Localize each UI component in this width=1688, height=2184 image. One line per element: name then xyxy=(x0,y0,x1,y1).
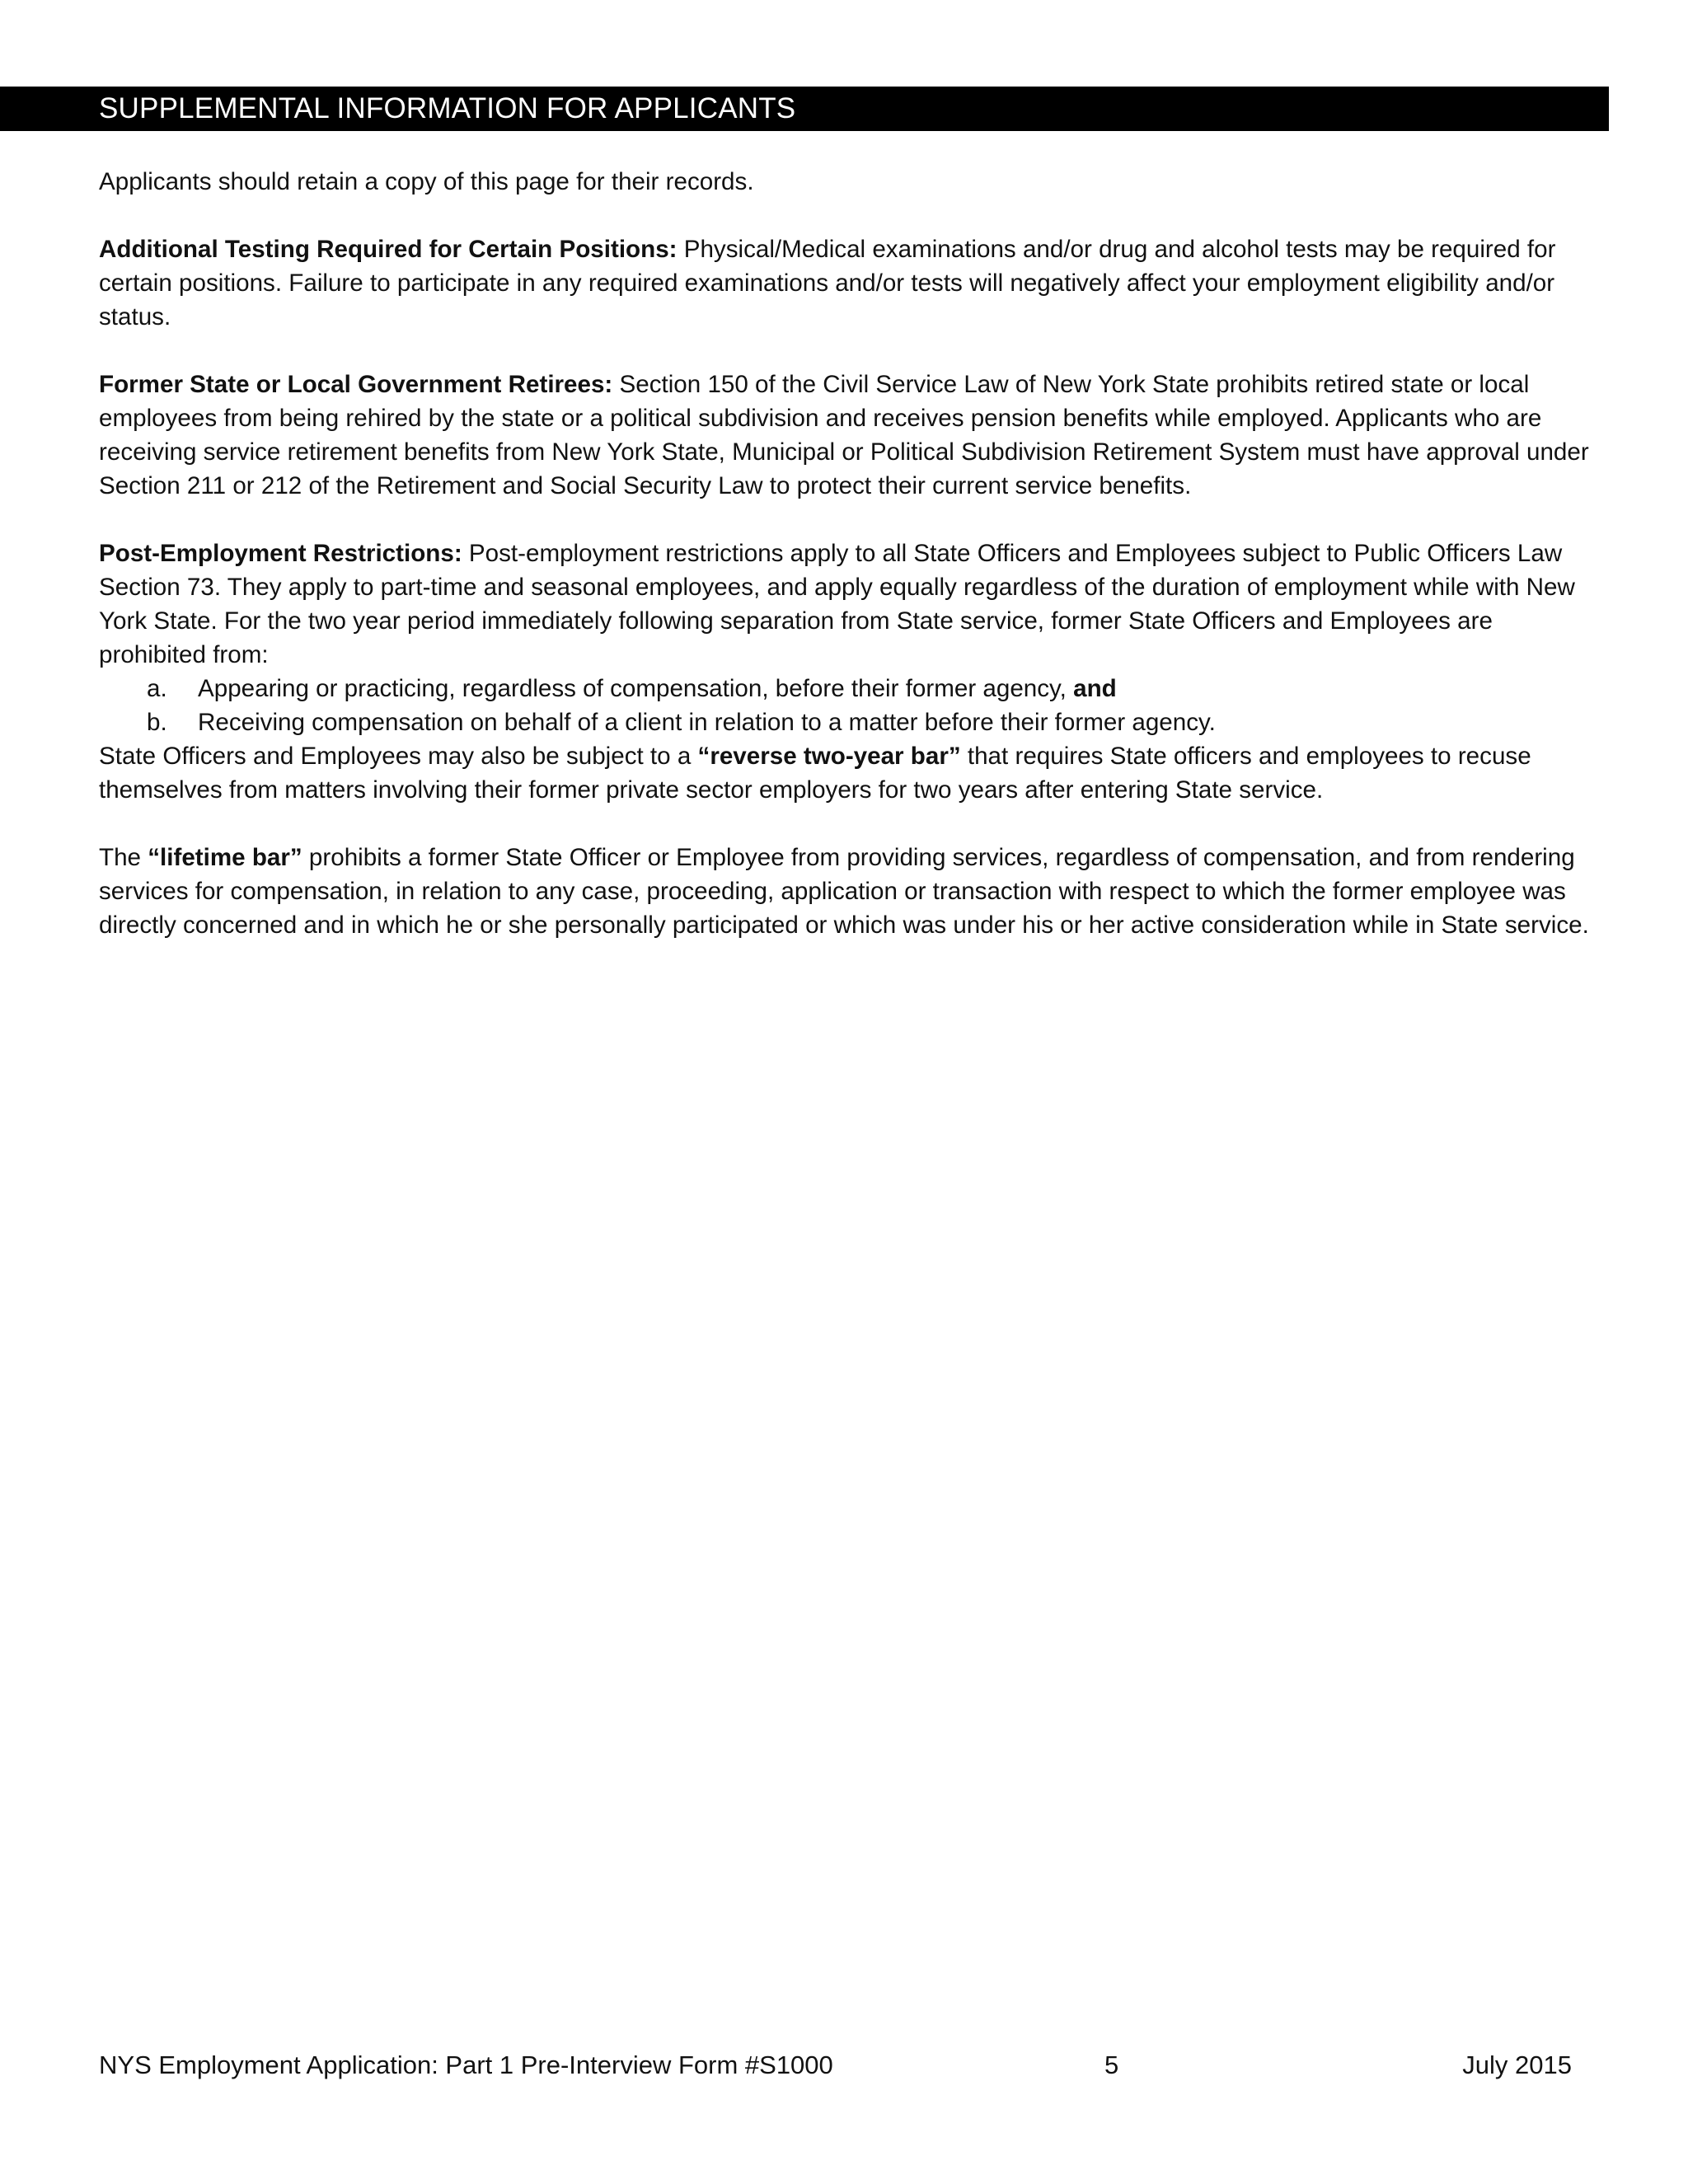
lifetime-bar-term: “lifetime bar” xyxy=(148,844,302,871)
section-title: SUPPLEMENTAL INFORMATION FOR APPLICANTS xyxy=(99,92,796,124)
retirees-body: Section 150 of the Civil Service Law of New York State prohibits retired state or local employees from being rehired by the state or a political subdivision and receives pension benefits while employed. Applicants who are receiving service retirement benefits from New York State, Municipal or Political Subdivision Retirement System must have approval under Section 211 or 212 of the Retirement and Social Security Law to protect their current service benefits. xyxy=(99,371,1589,499)
document-body xyxy=(99,165,1599,976)
footer-page-number: 5 xyxy=(1104,2050,1119,2079)
section-header-bar xyxy=(0,87,1609,131)
list-item-body: Appearing or practicing, regardless of compensation, before their former agency, xyxy=(198,675,1074,702)
list-item-text xyxy=(198,672,1117,705)
footer-date: July 2015 xyxy=(1462,2050,1572,2079)
footer-form-name: NYS Employment Application: Part 1 Pre-Interview Form #S1000 xyxy=(99,2050,833,2079)
lifetime-bar-paragraph xyxy=(99,841,1599,942)
testing-paragraph xyxy=(99,232,1599,334)
list-item-text xyxy=(198,705,1216,739)
testing-heading: Additional Testing Required for Certain Positions: xyxy=(99,236,678,263)
list-item-bold-suffix: and xyxy=(1073,675,1117,702)
list-marker: a. xyxy=(147,675,167,702)
post-employment-paragraph xyxy=(99,537,1599,672)
list-item-body: Receiving compensation on behalf of a client in relation to a matter before their former agency. xyxy=(198,709,1216,736)
retirees-paragraph xyxy=(99,368,1599,503)
post-employment-section xyxy=(99,537,1599,807)
lifetime-bar-prefix: The xyxy=(99,844,148,871)
reverse-bar-term: “reverse two-year bar” xyxy=(697,743,961,770)
page-footer xyxy=(99,2050,1572,2087)
reverse-bar-prefix: State Officers and Employees may also be subject to a xyxy=(99,743,698,770)
reverse-bar-paragraph xyxy=(99,739,1599,807)
post-employment-body: Post-employment restrictions apply to all State Officers and Employees subject to Public Officers Law Section 73. They apply to part-time and seasonal employees, and apply equally regardless of the duration of employment while with New York State. For the two year period immediately following separation from State service, former State Officers and Employees are prohibited from: xyxy=(99,540,1575,668)
intro-paragraph: Applicants should retain a copy of this page for their records. xyxy=(99,168,754,195)
list-marker: b. xyxy=(147,709,167,736)
list-item xyxy=(99,672,1599,705)
restriction-list xyxy=(99,672,1599,739)
retirees-heading: Former State or Local Government Retirees: xyxy=(99,371,613,398)
lifetime-bar-suffix: prohibits a former State Officer or Employee from providing services, regardless of compensation, and from rendering services for compensation, in relation to any case, proceeding, application or transaction with respect to which the former employee was directly concerned and in which he or she personally participated or which was under his or her active consideration while in State service. xyxy=(99,844,1589,939)
list-item xyxy=(99,705,1599,739)
reverse-bar-suffix: that requires State officers and employees to recuse themselves from matters involving their former private sector employers for two years after entering State service. xyxy=(99,743,1531,804)
testing-body: Physical/Medical examinations and/or drug and alcohol tests may be required for certain positions. Failure to participate in any required examinations and/or tests will negatively affect your employment eligibility and/or status. xyxy=(99,236,1556,330)
post-employment-heading: Post-Employment Restrictions: xyxy=(99,540,462,567)
